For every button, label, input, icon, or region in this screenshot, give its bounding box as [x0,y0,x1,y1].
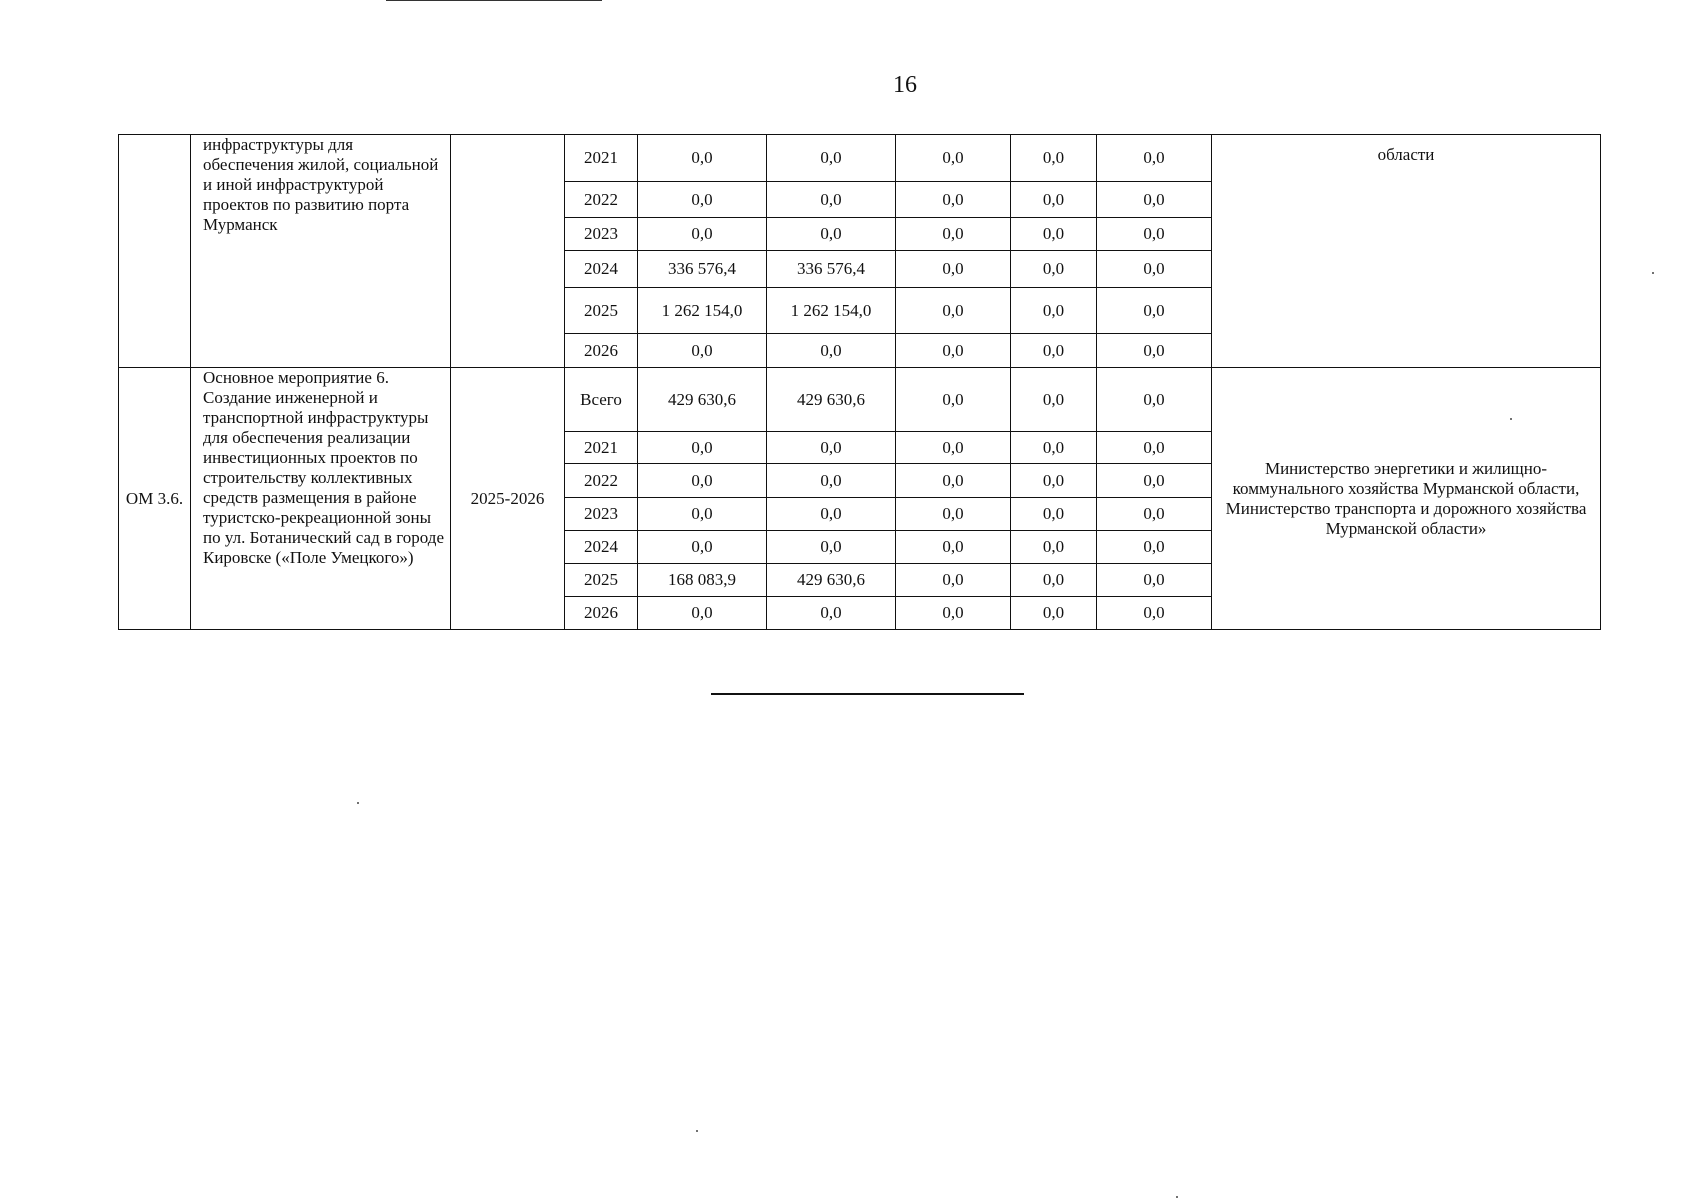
amount-cell: 429 630,6 [767,368,896,432]
amount-cell: 0,0 [1011,531,1097,564]
year-cell: 2022 [565,464,638,498]
amount-cell: 0,0 [1011,597,1097,630]
amount-cell: 0,0 [1097,564,1212,597]
year-cell: 2024 [565,251,638,288]
year-cell: 2025 [565,564,638,597]
measure-description-cell: Основное мероприятие 6. Создание инженерной и транспортной инфраструктуры для обеспечения реализации инвестиционных проектов по строительству коллективных средств размещения в районе туристско-рекреационной зоны по ул. Ботанический сад в городе Кировске («Поле Умецкого») [191,368,451,630]
amount-cell: 0,0 [1097,135,1212,182]
amount-cell: 0,0 [638,432,767,464]
table-row [119,368,1601,432]
row-code-cell [119,135,191,368]
amount-cell: 0,0 [1097,334,1212,368]
year-cell: 2023 [565,218,638,251]
amount-cell: 0,0 [1011,334,1097,368]
top-rule [386,0,602,1]
amount-cell: 0,0 [638,531,767,564]
amount-cell: 0,0 [1097,288,1212,334]
page-number: 16 [893,72,917,98]
amount-cell: 0,0 [1097,432,1212,464]
table-body [119,135,1601,630]
amount-cell: 0,0 [896,531,1011,564]
amount-cell: 0,0 [896,498,1011,531]
amount-cell: 1 262 154,0 [767,288,896,334]
amount-cell: 0,0 [1097,531,1212,564]
year-cell: Всего [565,368,638,432]
year-cell: 2023 [565,498,638,531]
amount-cell: 0,0 [1097,464,1212,498]
responsible-executor-cell: Министерство энергетики и жилищно-коммунального хозяйства Мурманской области, Министерство транспорта и дорожного хозяйства Мурманской области» [1212,368,1601,630]
amount-cell: 0,0 [1011,432,1097,464]
amount-cell: 0,0 [896,135,1011,182]
amount-cell: 0,0 [767,498,896,531]
year-cell: 2026 [565,597,638,630]
year-cell: 2021 [565,135,638,182]
amount-cell: 0,0 [896,564,1011,597]
amount-cell: 0,0 [767,432,896,464]
amount-cell: 0,0 [638,464,767,498]
amount-cell: 0,0 [767,182,896,218]
amount-cell: 0,0 [896,368,1011,432]
amount-cell: 0,0 [638,597,767,630]
period-cell: 2025-2026 [451,368,565,630]
amount-cell: 1 262 154,0 [638,288,767,334]
amount-cell: 0,0 [1097,368,1212,432]
amount-cell: 0,0 [638,135,767,182]
amount-cell: 0,0 [896,251,1011,288]
table-row [119,135,1601,182]
amount-cell: 0,0 [1011,564,1097,597]
scan-speck [357,802,359,804]
amount-cell: 336 576,4 [767,251,896,288]
amount-cell: 0,0 [896,288,1011,334]
amount-cell: 0,0 [1011,251,1097,288]
amount-cell: 0,0 [1011,464,1097,498]
amount-cell: 0,0 [638,182,767,218]
scan-speck [696,1130,698,1132]
scan-speck [1652,272,1654,274]
amount-cell: 0,0 [1011,218,1097,251]
amount-cell: 0,0 [767,531,896,564]
responsible-executor-cell: области [1212,135,1601,368]
amount-cell: 0,0 [1097,251,1212,288]
scan-speck [1510,418,1512,420]
amount-cell: 0,0 [1011,498,1097,531]
amount-cell: 0,0 [1097,597,1212,630]
year-cell: 2021 [565,432,638,464]
end-rule [711,693,1024,695]
amount-cell: 0,0 [896,182,1011,218]
amount-cell: 429 630,6 [638,368,767,432]
budget-table [118,134,1601,630]
amount-cell: 0,0 [767,464,896,498]
amount-cell: 429 630,6 [767,564,896,597]
amount-cell: 0,0 [638,218,767,251]
year-cell: 2024 [565,531,638,564]
amount-cell: 0,0 [1011,288,1097,334]
scan-speck [1176,1196,1178,1198]
period-cell [451,135,565,368]
amount-cell: 0,0 [767,135,896,182]
amount-cell: 0,0 [1011,182,1097,218]
year-cell: 2022 [565,182,638,218]
amount-cell: 0,0 [767,334,896,368]
amount-cell: 0,0 [767,597,896,630]
amount-cell: 0,0 [896,432,1011,464]
amount-cell: 0,0 [1097,218,1212,251]
amount-cell: 336 576,4 [638,251,767,288]
year-cell: 2026 [565,334,638,368]
amount-cell: 0,0 [1097,182,1212,218]
amount-cell: 0,0 [1011,368,1097,432]
amount-cell: 0,0 [638,498,767,531]
amount-cell: 0,0 [896,334,1011,368]
amount-cell: 0,0 [1097,498,1212,531]
amount-cell: 0,0 [638,334,767,368]
amount-cell: 0,0 [896,597,1011,630]
row-code-cell: ОМ 3.6. [119,368,191,630]
amount-cell: 0,0 [1011,135,1097,182]
measure-description-cell: инфраструктуры для обеспечения жилой, социальной и иной инфраструктурой проектов по развитию порта Мурманск [191,135,451,368]
amount-cell: 0,0 [767,218,896,251]
amount-cell: 0,0 [896,464,1011,498]
year-cell: 2025 [565,288,638,334]
amount-cell: 0,0 [896,218,1011,251]
amount-cell: 168 083,9 [638,564,767,597]
